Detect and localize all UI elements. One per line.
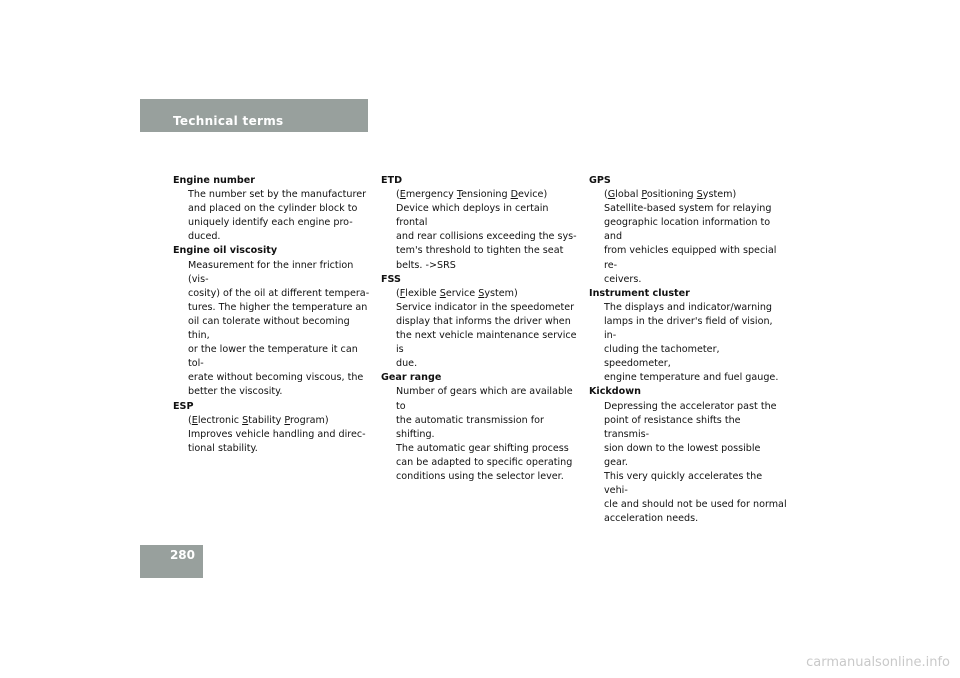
term-definition: Measurement for the inner friction (vis- cosity) of the oil at different tempera- tures. The higher the temperature an oil can tolerate without becoming thin, or the lower the temperature it can tol- erate without becoming viscous, the better the viscosity. [188, 259, 370, 398]
abbr-initial: D [510, 189, 519, 201]
glossary-column-3 [589, 174, 787, 526]
abbr-rest: lectronic [197, 414, 243, 426]
abbr-initial: S [242, 414, 249, 426]
term-heading: Kickdown [589, 386, 641, 398]
abbr-rest: ystem [702, 189, 733, 201]
term-heading: Engine number [173, 175, 255, 186]
abbr-initial: P [284, 414, 291, 426]
term-heading: ESP [173, 400, 194, 412]
page-number: 280 [169, 548, 195, 562]
glossary-entry [589, 287, 787, 386]
term-heading: FSS [381, 273, 401, 285]
abbreviation-expansion: (Flexible Service System) [396, 287, 518, 299]
abbreviation-expansion: (Emergency Tensioning Device) [396, 189, 548, 201]
glossary-entry [381, 273, 579, 372]
term-definition: The displays and indicator/warning lamps in the driver's field of vision, in- cluding the tachometer, speedometer, engine temperature and fuel gauge. [604, 301, 779, 384]
glossary-column-2 [381, 174, 579, 484]
glossary-entry [173, 174, 371, 244]
term-heading: Engine oil viscosity [173, 245, 278, 257]
section-header [140, 99, 368, 132]
glossary-entry [381, 371, 579, 484]
term-definition: Satellite-based system for relaying geographic location information to and from vehicles equipped with special re- ceivers. [604, 203, 777, 285]
abbr-rest: lexible [405, 287, 440, 299]
glossary-entry [589, 174, 787, 287]
abbr-initial: P [641, 189, 647, 201]
term-definition: Improves vehicle handling and direc- tional stability. [188, 428, 366, 454]
term-definition: Number of gears which are available to the automatic transmission for shifting. The automatic gear shifting process can be adapted to specific operating conditions using the selector lever. [396, 386, 573, 482]
section-title: Technical terms [173, 114, 284, 128]
glossary-entry [173, 244, 371, 399]
abbr-rest: evice [518, 189, 544, 201]
watermark: carmanualsonline.info [806, 655, 950, 670]
abbr-initial: F [399, 287, 406, 299]
glossary-entry [173, 400, 371, 456]
abbr-initial: E [191, 414, 198, 426]
abbr-rest: mergency [405, 189, 457, 201]
abbr-rest: lobal [615, 189, 642, 201]
abbr-rest: ositioning [646, 189, 697, 201]
abbr-rest: rogram [290, 414, 325, 426]
abbreviation-expansion: (Electronic Stability Program) [188, 414, 329, 426]
glossary-entry [381, 174, 579, 273]
abbr-rest: ystem [484, 287, 515, 299]
term-definition: Device which deploys in certain frontal and rear collisions exceeding the sys- tem's threshold to tighten the seat belts. ->SRS [396, 203, 577, 271]
term-definition: Depressing the accelerator past the point of resistance shifts the transmis- sion down to the lowest possible gear. This very quickly accelerates the vehi- cle and should not be used for normal acceleration needs. [604, 400, 787, 525]
abbr-rest: ensioning [461, 189, 511, 201]
abbreviation-expansion: (Global Positioning System) [604, 189, 737, 201]
glossary-column-1 [173, 174, 371, 456]
abbr-initial: G [607, 189, 616, 201]
abbr-initial: S [439, 287, 446, 299]
term-definition: Service indicator in the speedometer display that informs the driver when the next vehicle maintenance service is due. [396, 301, 577, 370]
term-heading: ETD [381, 175, 403, 186]
abbr-initial: S [696, 189, 703, 201]
abbr-rest: ervice [445, 287, 479, 299]
abbr-initial: S [478, 287, 485, 299]
term-heading: GPS [589, 175, 611, 186]
glossary-entry [589, 385, 787, 526]
page-number-box [140, 545, 203, 578]
abbr-rest: tability [248, 414, 285, 426]
term-heading: Instrument cluster [589, 287, 690, 299]
abbr-initial: T [456, 189, 462, 201]
abbr-initial: E [399, 189, 406, 201]
term-heading: Gear range [381, 372, 442, 384]
term-definition: The number set by the manufacturer and placed on the cylinder block to uniquely identify each engine pro- duced. [188, 189, 367, 243]
